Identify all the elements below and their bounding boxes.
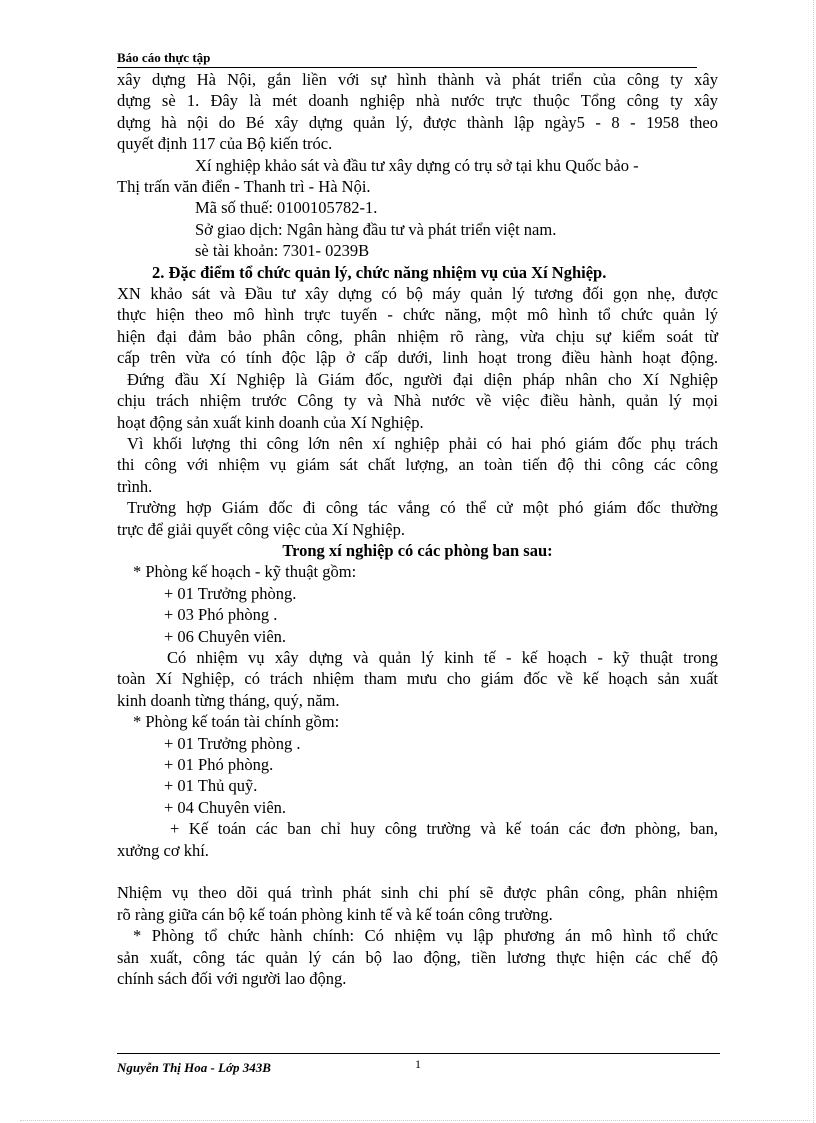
page-number: 1 [415,1057,421,1071]
text-line: Mã số thuế: 0100105782-1. [195,198,378,218]
header-title: Báo cáo thực tập [117,50,211,65]
section-subheading: Trong xí nghiệp có các phòng ban sau: [282,540,553,560]
list-item: + 01 Thủ quỹ. [164,776,258,796]
list-item: + 04 Chuyên viên. [164,797,287,817]
text-line: thực hiện theo mô hình trực tuyến - chức năng, một mô hình tổ chức quản lý [117,305,718,325]
footer-author: Nguyễn Thị Hoa - Lớp 343B [117,1060,271,1075]
text-line: trình. [117,476,153,496]
text-line: Xí nghiệp khảo sát và đầu tư xây dựng có trụ sở tại khu Quốc bảo - [195,155,639,175]
list-item: + 01 Trưởng phòng. [164,583,297,603]
text-line: Có nhiệm vụ xây dựng và quản lý kinh tế - kế hoạch - kỹ thuật trong [167,647,718,667]
text-line: chính sách đối với người lao động. [117,969,347,989]
page-edge-right [813,0,814,1123]
text-line: quyết định 117 của Bộ kiến tróc. [117,134,333,154]
text-line: sản xuất, công tác quản lý cán bộ lao động, tiền lương thực hiện các chế độ [117,947,718,967]
text-line: toàn Xí Nghiệp, có trách nhiệm tham mưu cho giám đốc về kế hoạch sản xuất [117,669,718,689]
text-line: Sở giao dịch: Ngân hàng đầu tư và phát triển việt nam. [195,219,557,239]
department-title: * Phòng kế toán tài chính gồm: [133,712,340,732]
text-line: chịu trách nhiệm trước Công ty và Nhà nước về việc điều hành, quản lý mọi [117,391,718,411]
department-title: * Phòng kế hoạch - kỹ thuật gồm: [133,562,357,582]
text-line: dựng sè 1. Đây là mét doanh nghiệp nhà nước trực thuộc Tổng công ty xây [117,91,718,111]
text-line: XN khảo sát và Đầu tư xây dựng có bộ máy quản lý tương đối gọn nhẹ, được [117,284,718,304]
list-item: + 03 Phó phòng . [164,605,278,625]
list-item: + 01 Trưởng phòng . [164,733,301,753]
text-line: hoạt động sản xuất kinh doanh của Xí Nghiệp. [117,412,424,432]
blank-line [117,861,718,882]
list-item: + 01 Phó phòng. [164,755,274,774]
document-body [117,69,718,989]
department-title: * Phòng tổ chức hành chính: Có nhiệm vụ lập phương án mô hình tổ chức [133,926,718,946]
text-line: Đứng đầu Xí Nghiệp là Giám đốc, người đại diện pháp nhân cho Xí Nghiệp [127,369,718,389]
section-heading: 2. Đặc điểm tổ chức quản lý, chức năng nhiệm vụ của Xí Nghiệp. [152,262,607,282]
text-line: kinh doanh từng tháng, quý, năm. [117,690,340,710]
text-line: xây dựng Hà Nội, gắn liền với sự hình thành và phát triển của công ty xây [117,70,718,89]
text-line: sè tài khoản: 7301- 0239B [195,241,370,261]
text-line: Trường hợp Giám đốc đi công tác vắng có thể cử một phó giám đốc thường [127,498,718,518]
text-line: Thị trấn văn điển - Thanh trì - Hà Nội. [117,177,371,197]
header-rule [117,67,697,68]
text-line: hiện đại đảm bảo phân công, phân nhiệm rõ ràng, vừa chịu sự kiểm soát từ [117,326,718,346]
footer-rule [117,1053,720,1054]
text-line: + Kế toán các ban chỉ huy công trường và kế toán các đơn phòng, ban, [170,819,718,839]
text-line: xưởng cơ khí. [117,840,209,860]
text-line: cấp trên vừa có tính độc lập ở cấp dưới, linh hoạt trong điều hành hoạt động. [117,348,718,368]
text-line: rõ ràng giữa cán bộ kế toán phòng kinh tế và kế toán công trường. [117,904,553,924]
text-line: Nhiệm vụ theo dõi quá trình phát sinh chi phí sẽ được phân công, phân nhiệm [117,883,718,903]
page-edge-bottom [20,1120,810,1121]
text-line: thi công với nhiệm vụ giám sát chất lượng, an toàn tiến độ thi công các công [117,455,718,475]
text-line: Vì khối lượng thi công lớn nên xí nghiệp phải có hai phó giám đốc phụ trách [127,433,718,453]
text-line: trực để giải quyết công việc của Xí Nghiệp. [117,519,405,539]
text-line: dựng hà nội do Bé xây dựng quản lý, được thành lập ngày5 - 8 - 1958 theo [117,112,718,132]
list-item: + 06 Chuyên viên. [164,626,287,646]
